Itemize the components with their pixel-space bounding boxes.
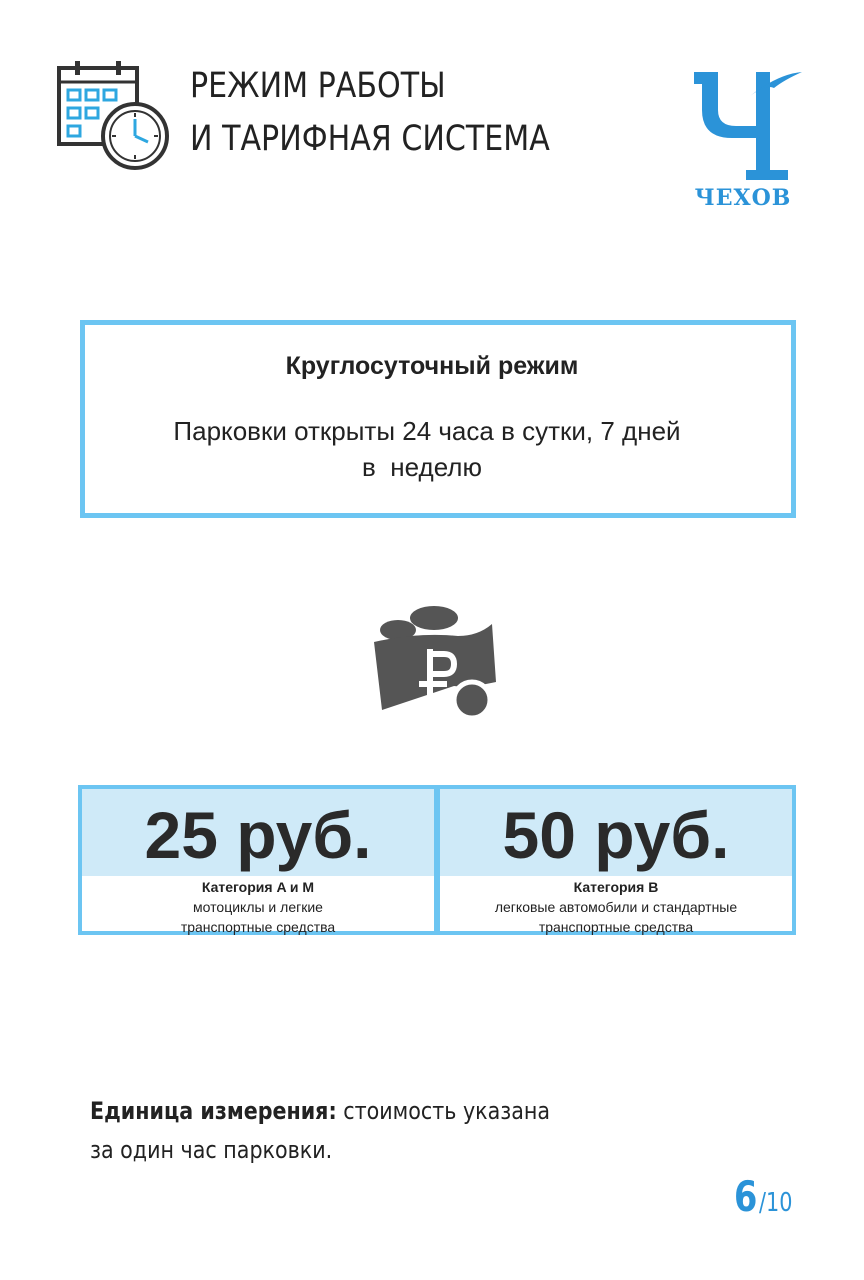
tariff-description: мотоциклы и легкие транспортные средства: [180, 899, 336, 935]
tariff-price: 25 руб.: [144, 798, 372, 872]
calendar-clock-icon: [55, 58, 171, 174]
tariff-card-category-a-m: [78, 785, 438, 935]
page-title: [190, 60, 603, 166]
tariff-category: Категория B: [573, 879, 659, 895]
page-number: [734, 1172, 801, 1221]
page-total: /10: [759, 1188, 793, 1218]
operating-mode-description-line1: Парковки открыты 24 часа в сутки, 7 дней: [173, 416, 681, 446]
measurement-note: [90, 1092, 606, 1170]
tariff-description: легковые автомобили и стандартные транспортные средства: [494, 899, 738, 935]
logo-text: ЧЕХОВ: [694, 185, 792, 211]
ruble-wallet-icon: [368, 602, 500, 724]
page-title-line2: И ТАРИФНАЯ СИСТЕМА: [190, 119, 550, 159]
page-current: 6: [734, 1172, 758, 1221]
page-title-line1: РЕЖИМ РАБОТЫ: [190, 66, 446, 106]
operating-mode-description-line2: в неделю: [362, 452, 482, 482]
tariff-category: Категория A и M: [201, 879, 315, 895]
measurement-note-text1: стоимость указана: [336, 1097, 551, 1125]
tariff-card-category-b: [436, 785, 796, 935]
operating-mode-title: Круглосуточный режим: [285, 352, 579, 380]
measurement-note-label: Единица измерения:: [90, 1097, 337, 1125]
tariff-price: 50 руб.: [502, 798, 730, 872]
measurement-note-text2: за один час парковки.: [90, 1136, 333, 1164]
